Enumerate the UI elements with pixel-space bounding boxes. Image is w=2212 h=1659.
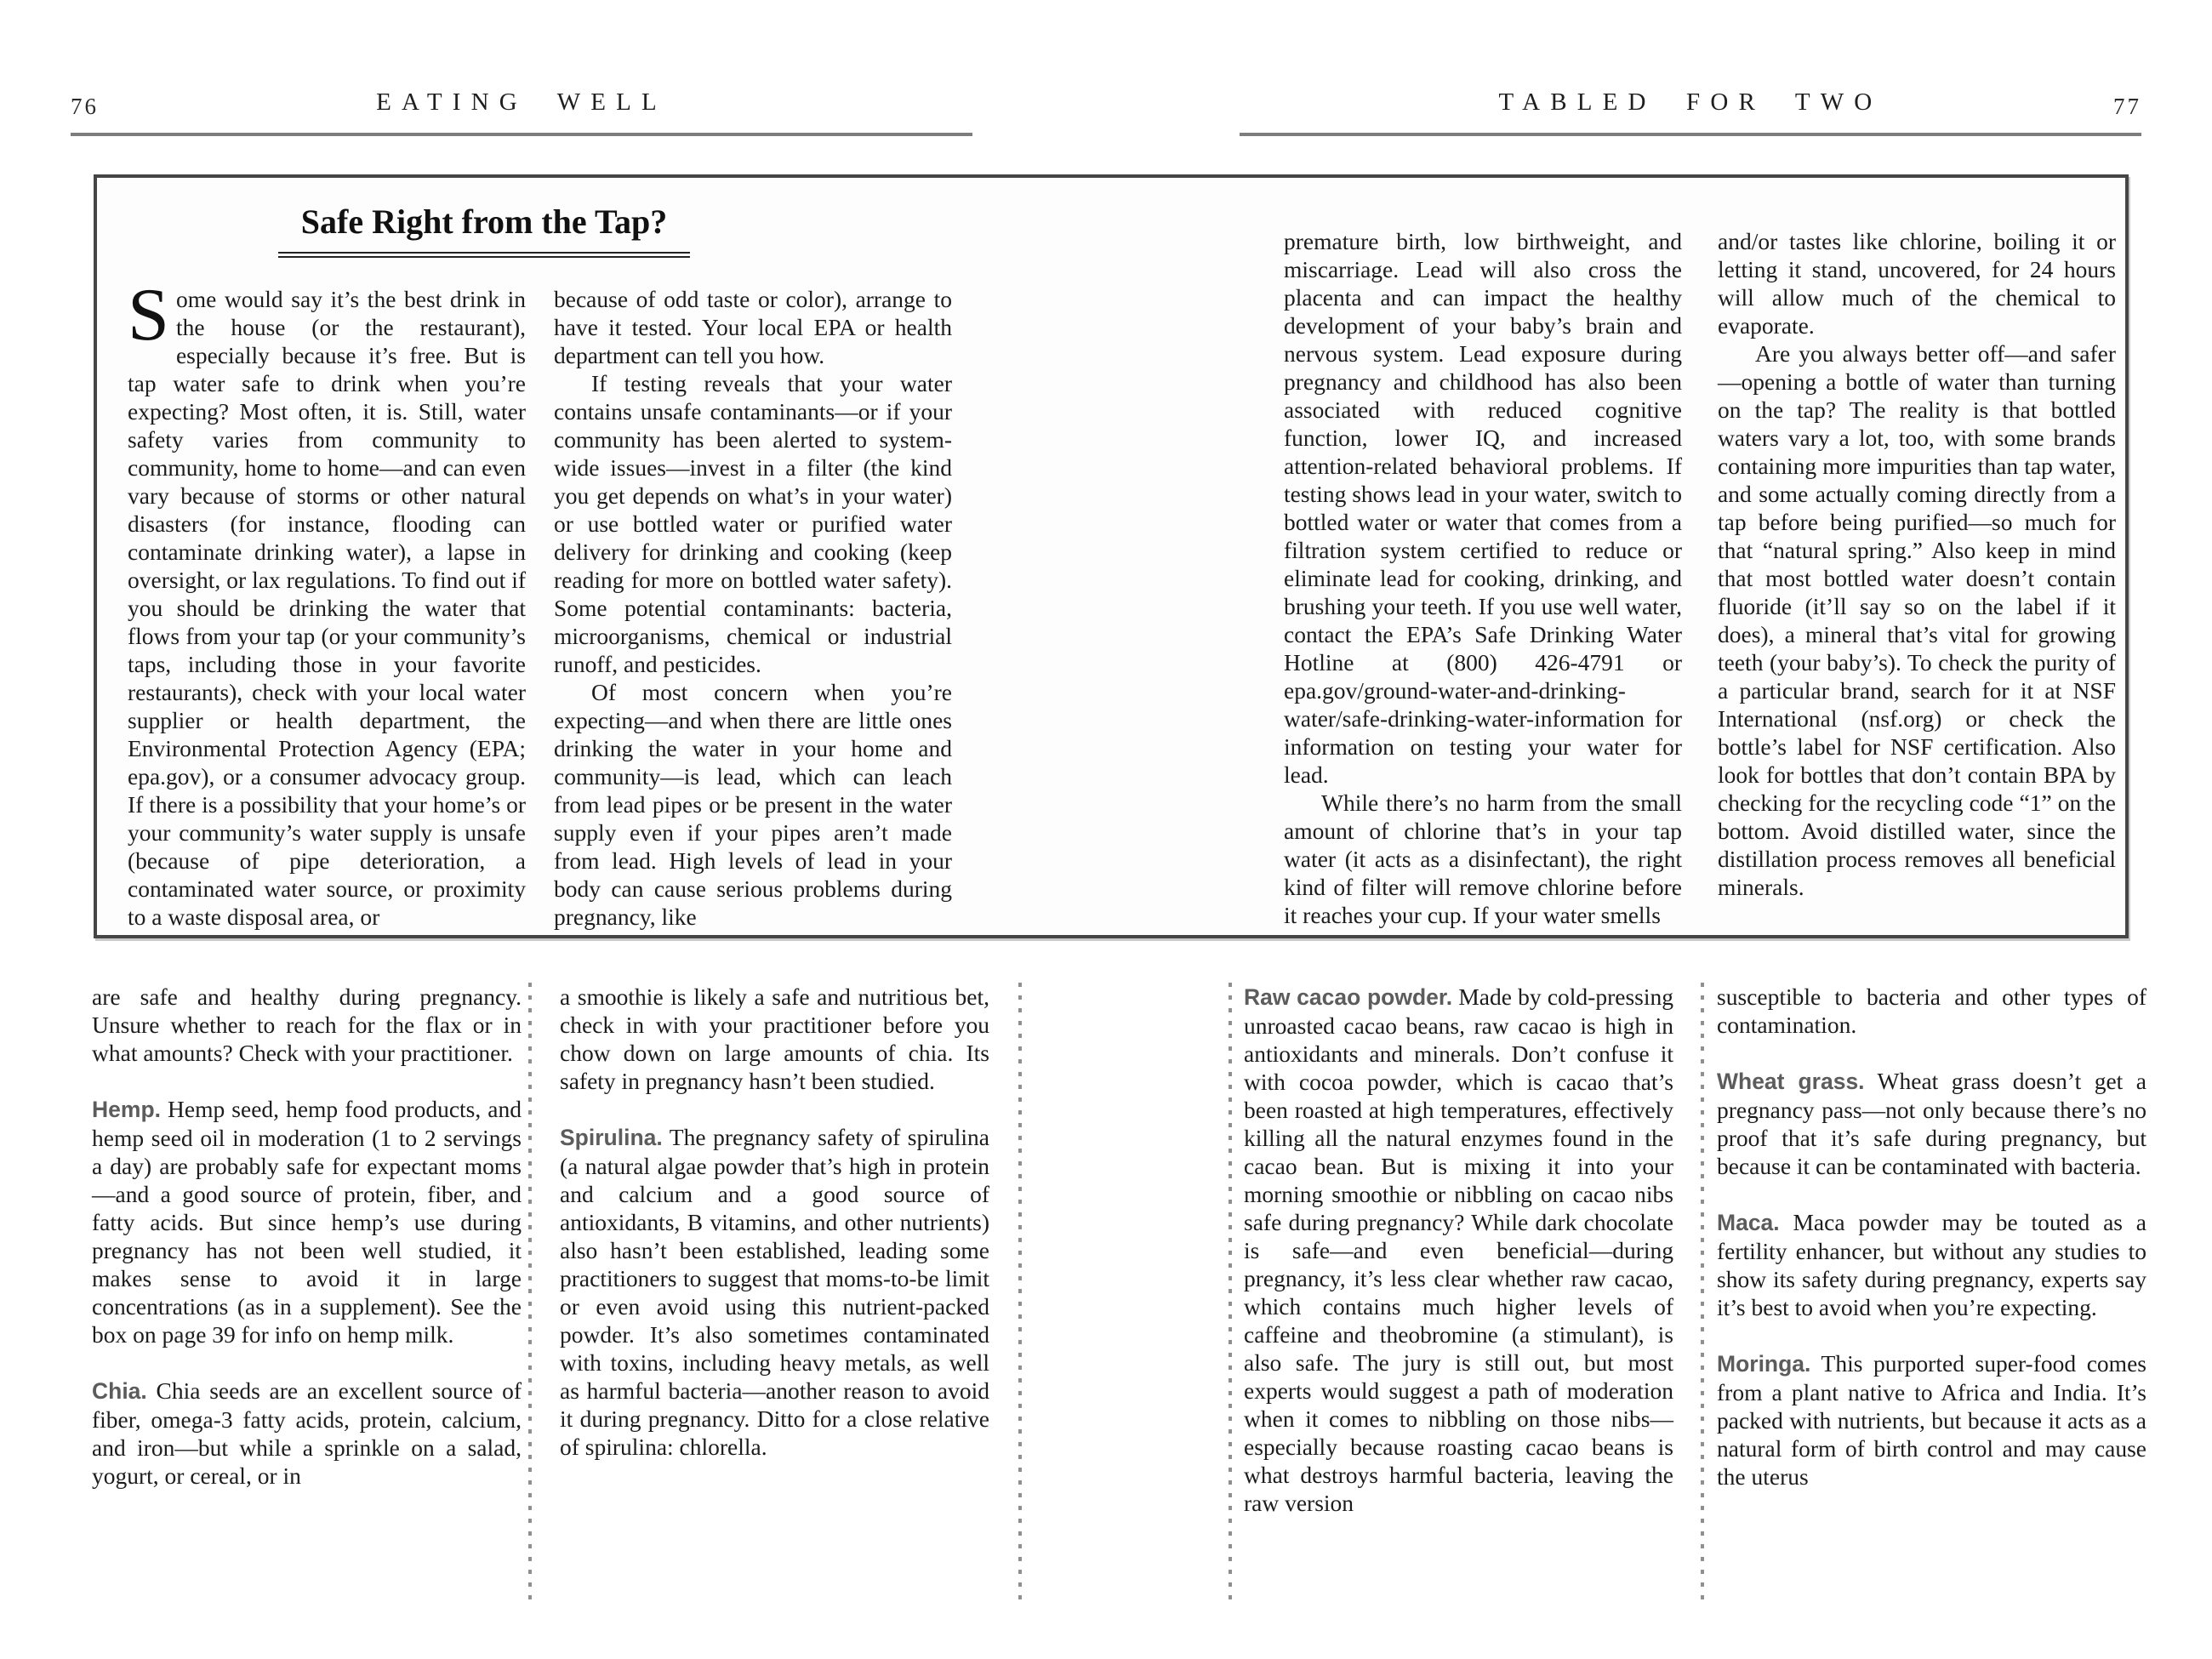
left-running-title: EATING WELL <box>376 88 667 116</box>
paragraph-lead: Maca. <box>1717 1210 1780 1235</box>
right-header-rule <box>1240 133 2141 136</box>
paragraph: Are you always better off—and safer—opening a bottle of water than turning on the tap? The reality is that bottled waters vary a lot, too, with some brands containing more impurities than tap water, and some actually coming directly from a tap before being purified—so much for that “natural spring.” Also keep in mind that most bottled water doesn’t contain fluoride (it’ll say so on the label if it does), a mineral that’s vital for growing teeth (your baby’s). To check the purity of a particular brand, search for it at NSF International (nsf.org) or check the bottle’s label for NSF certification. Also look for bottles that don’t contain BPA by checking for the recycling code “1” on the bottom. Avoid distilled water, since the distillation process removes all beneficial minerals. <box>1718 340 2116 900</box>
box-column-4 <box>1718 227 2116 901</box>
paragraph: Maca. Maca powder may be touted as a fertility enhancer, but without any studies to show its safety during pregnancy, experts say it’s best to avoid when you’re expecting. <box>1717 1209 2146 1320</box>
right-running-header <box>1240 88 2141 143</box>
drop-cap: S <box>128 274 169 356</box>
paragraph: If testing reveals that your water contains unsafe contaminants—or if your community has been alerted to system-wide issues—invest in a filter (the kind you get depends on what’s in your water) or use bottled water or purified water delivery for drinking and cooking (keep reading for more on bottled water safety). Some potential contaminants: bacteria, microorganisms, chemical or industrial runoff, and pesticides. <box>554 370 952 677</box>
right-page-number: 77 <box>2113 94 2141 119</box>
paragraph: Of most concern when you’re expecting—and when there are little ones drinking the water in your home and community—is lead, which can leach from lead pipes or be present in the water supply even if your pipes aren’t made from lead. High levels of lead in your body can cause serious problems during pregnancy, like <box>554 679 952 930</box>
box-title: Safe Right from the Tap? <box>278 202 690 258</box>
column-separator <box>1229 983 1232 1607</box>
right-running-title: TABLED FOR TWO <box>1498 88 1883 116</box>
paragraph: because of odd taste or color), arrange to have it tested. Your local EPA or health department can tell you how. <box>554 286 952 368</box>
paragraph: and/or tastes like chlorine, boiling it or letting it stand, uncovered, for 24 hours will allow much of the chemical to evaporate. <box>1718 228 2116 339</box>
left-header-rule <box>71 133 972 136</box>
article-column-1 <box>92 983 522 1490</box>
paragraph-lead: Spirulina. <box>560 1125 663 1150</box>
tap-water-box <box>94 174 2129 938</box>
paragraph-lead: Raw cacao powder. <box>1244 984 1453 1010</box>
left-page-number: 76 <box>71 94 99 119</box>
paragraph-lead: Chia. <box>92 1378 147 1404</box>
paragraph: are safe and healthy during pregnancy. Unsure whether to reach for the flax or in what amounts? Check with your practitioner. <box>92 983 522 1066</box>
article-column-4 <box>1717 983 2146 1491</box>
paragraph: susceptible to bacteria and other types of contamination. <box>1717 983 2146 1038</box>
paragraph: premature birth, low birthweight, and miscarriage. Lead will also cross the placenta and can impact the healthy development of your baby’s brain and nervous system. Lead exposure during pregnancy and childhood has also been associated with reduced cognitive function, lower IQ, and increased attention-related behavioral problems. If testing shows lead in your water, switch to bottled water or water that comes from a filtration system certified to reduce or eliminate lead for cooking, drinking, and brushing your teeth. If you use well water, contact the EPA’s Safe Drinking Water Hotline at (800) 426-4791 or epa.gov/ground-water-and-drinking-water/safe-drinking-water-information for information on testing your water for lead. <box>1284 228 1682 788</box>
paragraph: Hemp. Hemp seed, hemp food products, and hemp seed oil in moderation (1 to 2 servings a day) are probably safe for expectant moms—and a good source of protein, fiber, and fatty acids. But since hemp’s use during pregnancy has not been well studied, it makes sense to avoid it in large concentrations (as in a supplement). See the box on page 39 for info on hemp milk. <box>92 1096 522 1348</box>
box-column-2 <box>554 285 952 931</box>
article-column-3 <box>1244 983 1673 1517</box>
paragraph: Spirulina. The pregnancy safety of spirulina (a natural algae powder that’s high in protein and calcium and a good source of antioxidants, B vitamins, and other nutrients) also hasn’t been established, leading some practitioners to suggest that moms-to-be limit or even avoid using this nutrient-packed powder. It’s also sometimes contaminated with toxins, including heavy metals, as well as harmful bacteria—another reason to avoid it during pregnancy. Ditto for a close relative of spirulina: chlorella. <box>560 1124 989 1460</box>
paragraph: Raw cacao powder. Made by cold-pressing unroasted cacao beans, raw cacao is high in antioxidants and minerals. Don’t confuse it with cocoa powder, which is cacao that’s been roasted at high temperatures, effectively killing all the natural enzymes found in the cacao bean. But is mixing it into your morning smoothie or nibbling on cacao nibs safe during pregnancy? While dark chocolate is safe—and even beneficial—during pregnancy, it’s less clear whether raw cacao, which contains much higher levels of caffeine and theobromine (a stimulant), is also safe. The jury is still out, but most experts would suggest a path of moderation when it comes to nibbling on those nibs—especially because roasting cacao beans is what destroys harmful bacteria, leaving the raw version <box>1244 983 1673 1516</box>
paragraph: Moringa. This purported super-food comes from a plant native to Africa and India. It’s packed with nutrients, but because it acts as a natural form of birth control and may cause the uterus <box>1717 1350 2146 1490</box>
paragraph: a smoothie is likely a safe and nutritious bet, check in with your practitioner before you chow down on large amounts of chia. Its safety in pregnancy hasn’t been studied. <box>560 983 989 1094</box>
paragraph-lead: Moringa. <box>1717 1351 1811 1377</box>
paragraph: While there’s no harm from the small amount of chlorine that’s in your tap water (it acts as a disinfectant), the right kind of filter will remove chlorine before it reaches your cup. If your water smells <box>1284 790 1682 928</box>
article-column-2 <box>560 983 989 1461</box>
paragraph: Chia. Chia seeds are an excellent source of fiber, omega-3 fatty acids, protein, calcium, and iron—but while a sprinkle on a salad, yogurt, or cereal, or in <box>92 1377 522 1489</box>
left-running-header <box>71 88 972 143</box>
column-separator <box>1701 983 1704 1607</box>
box-column-1 <box>128 274 526 931</box>
paragraph: Some would say it’s the best drink in the house (or the restaurant), especially because it’s free. But is tap water safe to drink when you’re expecting? Most often, it is. Still, water safety varies from community to community, home to home—and can even vary because of storms or other natural disasters (for instance, flooding can contaminate drinking water), a lapse in oversight, or lax regulations. To find out if you should be drinking the water that flows from your tap (or your community’s taps, including those in your favorite restaurants), check with your local water supplier or health department, the Environmental Protection Agency (EPA; epa.gov), or a consumer advocacy group. If there is a possibility that your home’s or your community’s water supply is unsafe (because of pipe deterioration, a contaminated water source, or proximity to a waste disposal area, or <box>128 274 526 930</box>
column-separator <box>528 983 532 1607</box>
paragraph: Wheat grass. Wheat grass doesn’t get a pregnancy pass—not only because there’s no proof that it’s safe during pregnancy, but because it can be contaminated with bacteria. <box>1717 1068 2146 1179</box>
box-column-3 <box>1284 227 1682 929</box>
paragraph-lead: Wheat grass. <box>1717 1069 1865 1094</box>
paragraph-lead: Hemp. <box>92 1097 161 1122</box>
column-separator <box>1018 983 1022 1607</box>
